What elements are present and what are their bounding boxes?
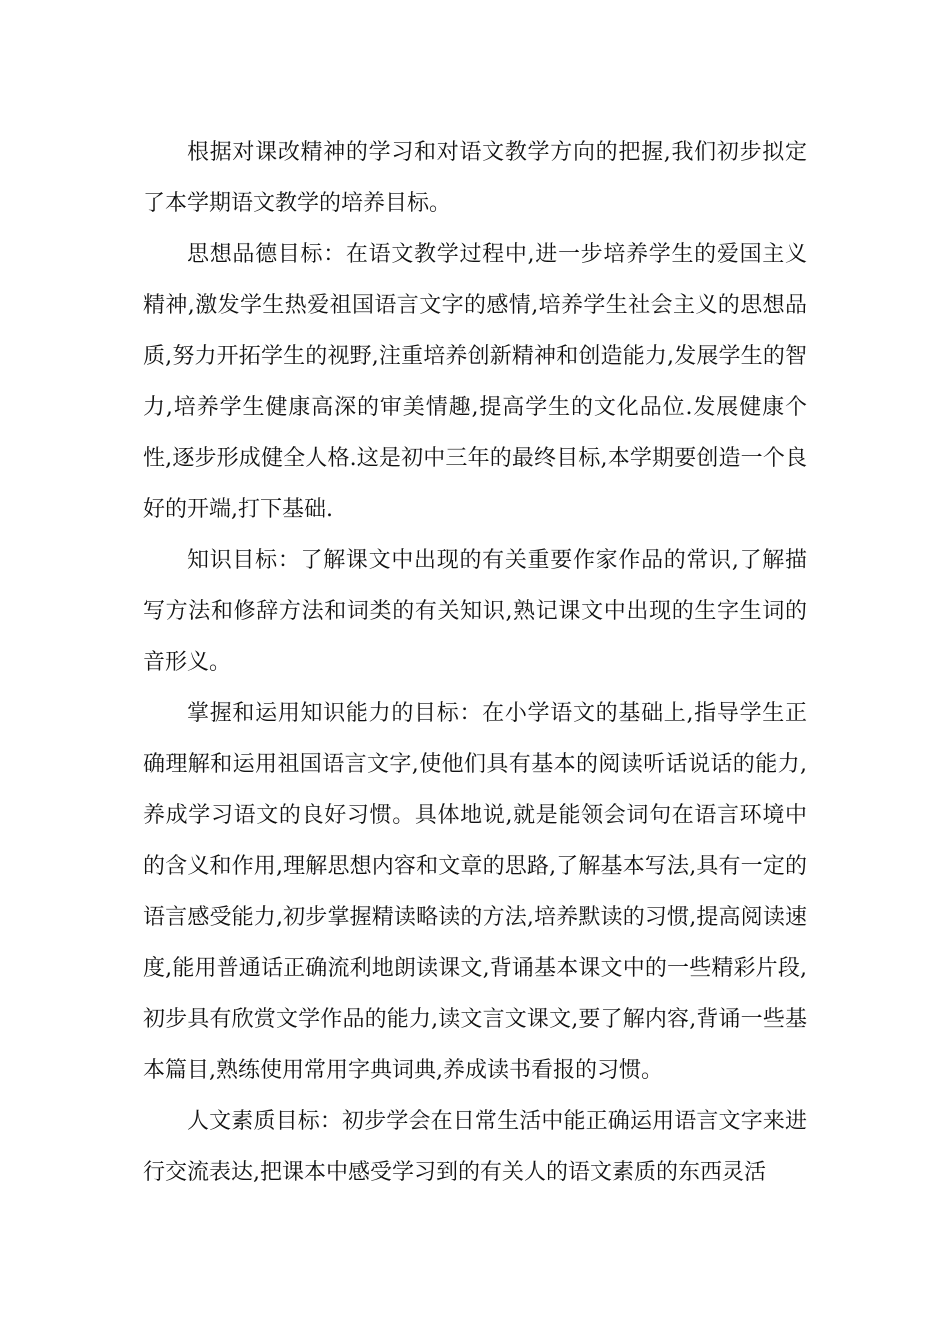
paragraph-knowledge-goal: 知识目标：了解课文中出现的有关重要作家作品的常识,了解描写方法和修辞方法和词类的有关知识,熟记课文中出现的生字生词的音形义。 (143, 548, 807, 675)
paragraph-humanities-goal: 人文素质目标：初步学会在日常生活中能正确运用语言文字来进行交流表达,把课本中感受学习到的有关人的语文素质的东西灵活 (143, 1109, 807, 1185)
paragraph-intro: 根据对课改精神的学习和对语文教学方向的把握,我们初步拟定了本学期语文教学的培养目标。 (143, 140, 807, 216)
document-body (143, 127, 807, 1198)
paragraph-ability-goal: 掌握和运用知识能力的目标：在小学语文的基础上,指导学生正确理解和运用祖国语言文字,使他们具有基本的阅读听话说话的能力,养成学习语文的良好习惯。具体地说,就是能领会词句在语言环境中的含义和作用,理解思想内容和文章的思路,了解基本写法,具有一定的语言感受能力,初步掌握精读略读的方法,培养默读的习惯,提高阅读速度,能用普通话正确流利地朗读课文,背诵基本课文中的一些精彩片段,初步具有欣赏文学作品的能力,读文言文课文,要了解内容,背诵一些基本篇目,熟练使用常用字典词典,养成读书看报的习惯。 (143, 701, 807, 1083)
paragraph-moral-goal: 思想品德目标：在语文教学过程中,进一步培养学生的爱国主义精神,激发学生热爱祖国语言文字的感情,培养学生社会主义的思想品质,努力开拓学生的视野,注重培养创新精神和创造能力,发展学生的智力,培养学生健康高深的审美情趣,提高学生的文化品位.发展健康个性,逐步形成健全人格.这是初中三年的最终目标,本学期要创造一个良好的开端,打下基础. (143, 242, 807, 522)
